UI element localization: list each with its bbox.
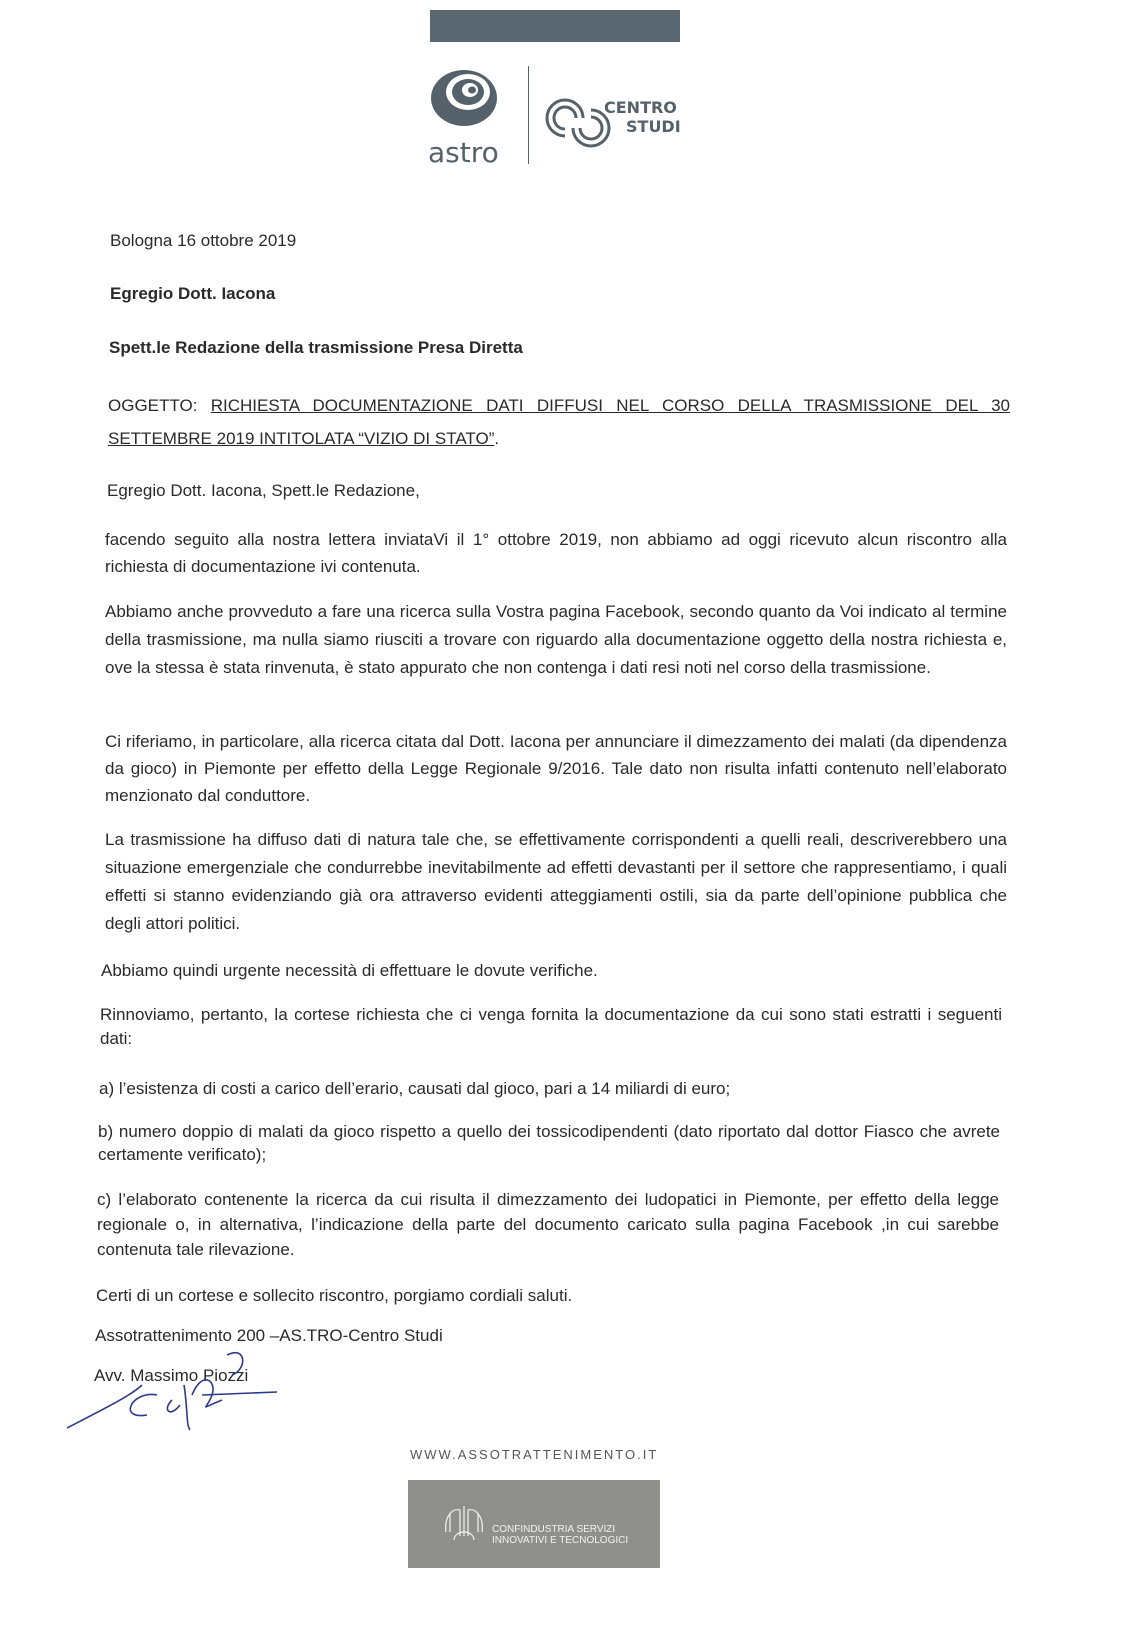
list-item-c: c) l’elaborato contenente la ricerca da cui risulta il dimezzamento dei ludopatici in Piemonte, per effetto della legge regionale o, in alternativa, l’indicazione della parte del documento caricato sulla pagina Facebook ,in cui sarebbe contenuta tale rilevazione. <box>97 1190 999 1259</box>
centro-logo-text: CENTRO <box>604 98 677 117</box>
logo-divider <box>528 66 529 164</box>
studi-logo-text: STUDI <box>626 117 681 136</box>
organization: Assotrattenimento 200 –AS.TRO-Centro Studi <box>95 1326 443 1345</box>
list-item-a: a) l’esistenza di costi a carico dell’erario, causati dal gioco, pari a 14 miliardi di euro; <box>99 1079 731 1098</box>
badge-line-1: CONFINDUSTRIA SERVIZI <box>492 1524 616 1535</box>
paragraph: Abbiamo quindi urgente necessità di effettuare le dovute verifiche. <box>101 961 598 980</box>
astro-logo-icon <box>428 62 504 140</box>
subject-end: . <box>494 429 500 448</box>
paragraph: Ci riferiamo, in particolare, alla ricerca citata dal Dott. Iacona per annunciare il dimezzamento dei malati (da dipendenza da gioco) in Piemonte per effetto della Legge Regionale 9/2016. Tale dato non risulta infatti contenuto nell’elaborato menzionato dal conduttore. <box>105 732 1007 805</box>
badge-text <box>492 1524 628 1546</box>
letter-date: Bologna 16 ottobre 2019 <box>110 231 297 250</box>
addressee-2: Spett.le Redazione della trasmissione Presa Diretta <box>109 338 523 357</box>
centro-studi-logo-icon <box>543 88 613 160</box>
subject-label: OGGETTO: <box>108 396 198 415</box>
badge-line-2: INNOVATIVI E TECNOLOGICI <box>492 1535 629 1546</box>
letter-subject <box>108 389 1010 455</box>
list-item-b: b) numero doppio di malati da gioco rispetto a quello dei tossicodipendenti (dato riportato dal dottor Fiasco che avrete certamente verificato); <box>98 1122 1000 1164</box>
paragraph: La trasmissione ha diffuso dati di natura tale che, se effettivamente corrispondenti a quelli reali, descriverebbero una situazione emergenziale che condurrebbe inevitabilmente ad effetti devastanti per il settore che rappresentiamo, i quali effetti si stanno evidenziando già ora attraverso evidenti atteggiamenti ostili, sia da parte dell’opinione pubblica che degli attori politici. <box>105 830 1007 933</box>
paragraph: Abbiamo anche provveduto a fare una ricerca sulla Vostra pagina Facebook, secondo quanto da Voi indicato al termine della trasmissione, ma nulla siamo riusciti a trovare con riguardo alla documentazione oggetto della nostra richiesta e, ove la stessa è stata rinvenuta, è stato appurato che non contenga i dati resi noti nel corso della trasmissione. <box>105 602 1007 677</box>
subject-text: RICHIESTA DOCUMENTAZIONE DATI DIFFUSI NEL CORSO DELLA TRASMISSIONE DEL 30 SETTEMBRE 2019 INTITOLATA “VIZIO DI STATO” <box>108 396 1010 448</box>
signatory: Avv. Massimo Piozzi <box>94 1366 249 1385</box>
addressee-1: Egregio Dott. Iacona <box>110 284 276 303</box>
closing: Certi di un cortese e sollecito riscontro, porgiamo cordiali saluti. <box>96 1286 573 1305</box>
confindustria-badge <box>408 1480 660 1568</box>
salutation: Egregio Dott. Iacona, Spett.le Redazione, <box>107 481 420 500</box>
header-bar <box>430 10 680 42</box>
website-link[interactable]: WWW.ASSOTRATTENIMENTO.IT <box>410 1447 659 1462</box>
paragraph: facendo seguito alla nostra lettera inviataVi il 1° ottobre 2019, non abbiamo ad oggi ricevuto alcun riscontro alla richiesta di documentazione ivi contenuta. <box>105 530 1007 576</box>
paragraph: Rinnoviamo, pertanto, la cortese richiesta che ci venga fornita la documentazione da cui sono stati estratti i seguenti dati: <box>100 1005 1002 1048</box>
astro-logo-text: astro <box>428 136 499 169</box>
signature <box>62 1340 292 1435</box>
confindustria-eagle-icon <box>442 1502 486 1546</box>
